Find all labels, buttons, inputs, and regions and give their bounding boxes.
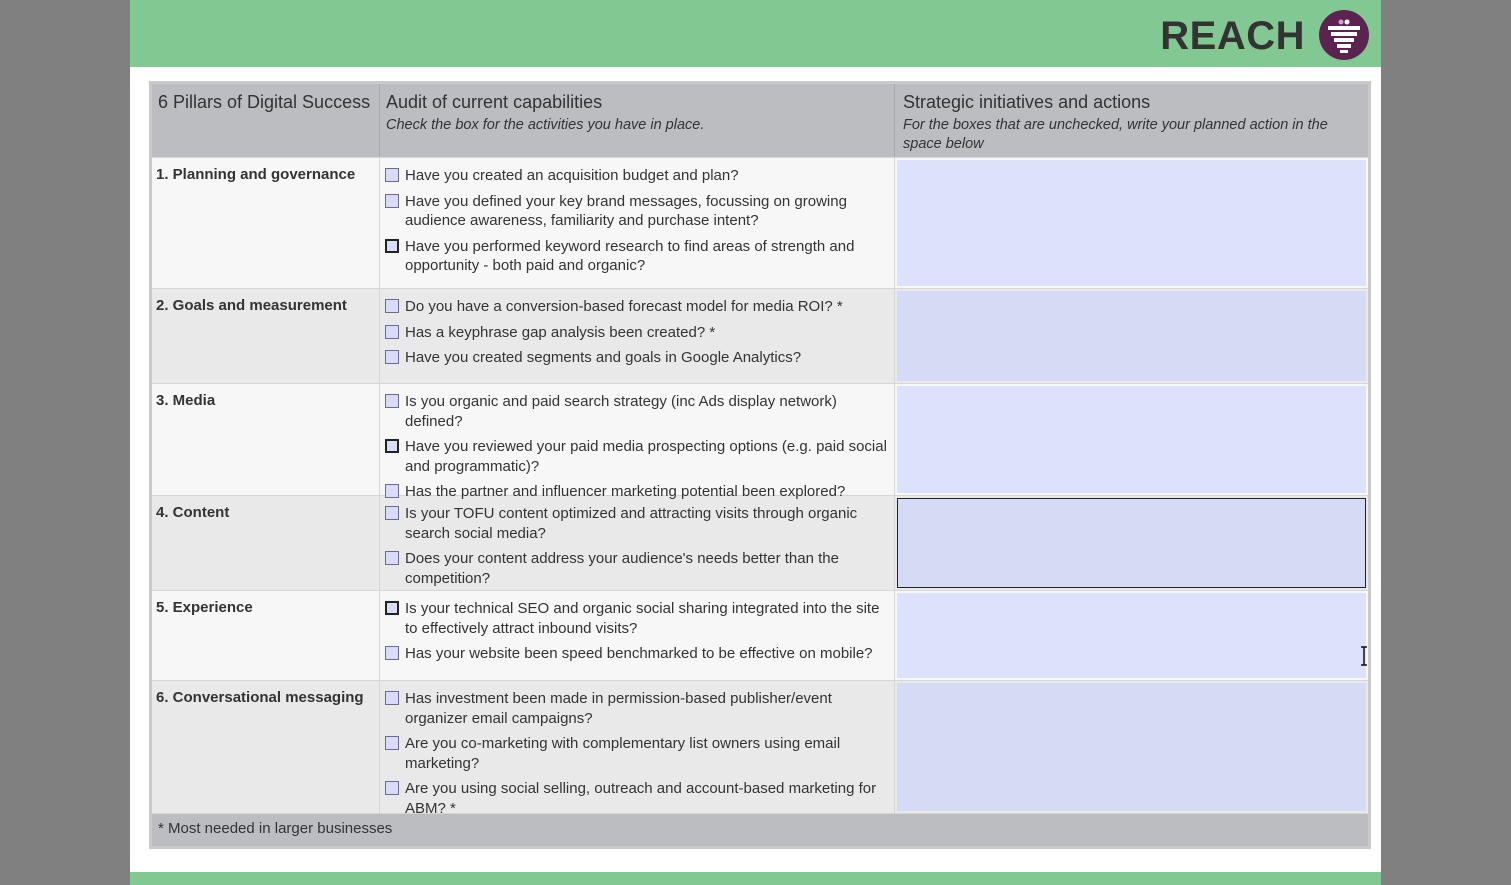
audit-checkbox[interactable] [385,646,399,660]
list-item: Has your website been speed benchmarked to be effective on mobile? [384,644,890,664]
list-item: Have you reviewed your paid media prospecting options (e.g. paid social and programmatic)? [384,437,890,476]
pillar-label: 3. Media [156,392,216,409]
audit-checkbox[interactable] [385,325,399,339]
action-text-field[interactable] [897,386,1366,493]
list-item: Does your content address your audience's needs better than the competition? [384,549,890,588]
list-item: Is your technical SEO and organic social sharing integrated into the site to effectively attract inbound visits? [384,599,890,638]
audit-checkbox[interactable] [385,194,399,208]
audit-checkbox[interactable] [385,350,399,364]
pillar-label: 6. Conversational messaging [156,689,364,706]
audit-checkbox[interactable] [385,299,399,313]
pillar-label: 1. Planning and governance [156,166,356,183]
list-item: Do you have a conversion-based forecast model for media ROI? * [384,297,890,317]
audit-checkbox[interactable] [385,691,399,705]
audit-checkbox[interactable] [385,168,399,182]
table-header-row [152,84,1368,158]
col-pillars-title: 6 Pillars of Digital Success [158,92,371,112]
audit-checkbox[interactable] [385,551,399,565]
list-item: Is your TOFU content optimized and attracting visits through organic search social media? [384,504,890,543]
action-text-field[interactable] [897,498,1366,588]
col-audit-title: Audit of current capabilities [386,92,603,112]
footnote: * Most needed in larger businesses [152,814,1368,846]
pillar-label: 5. Experience [156,599,253,616]
audit-checkbox[interactable] [385,394,399,408]
audit-checkbox[interactable] [385,439,399,453]
col-audit-subtitle: Check the box for the activities you have in place. [386,117,705,133]
audit-table [149,81,1371,849]
table-row [152,289,1368,384]
list-item: Is you organic and paid search strategy (inc Ads display network) defined? [384,392,890,431]
action-text-field[interactable] [897,683,1366,811]
list-item: Are you co-marketing with complementary list owners using email marketing? [384,734,890,773]
brand-title: REACH [1160,14,1305,58]
footer-bar [130,872,1381,885]
table-row [152,496,1368,591]
table-row [152,681,1368,817]
audit-checkbox[interactable] [385,781,399,795]
list-item: Have you defined your key brand messages, focussing on growing audience awareness, familiarity and purchase intent? [384,192,890,231]
list-item: Are you using social selling, outreach and account-based marketing for ABM? * [384,779,890,818]
reach-funnel-logo-icon [1319,10,1369,60]
audit-checkbox[interactable] [385,239,399,253]
action-text-field[interactable] [897,593,1366,678]
text-cursor-icon [1359,646,1369,666]
col-actions-title: Strategic initiatives and actions [903,92,1151,112]
list-item: Have you created an acquisition budget and plan? [384,166,890,186]
header-bar [130,0,1381,67]
list-item: Have you performed keyword research to find areas of strength and opportunity - both paid and organic? [384,237,890,276]
table-row [152,591,1368,681]
audit-checkbox[interactable] [385,736,399,750]
audit-checkbox[interactable] [385,506,399,520]
audit-checkbox[interactable] [385,601,399,615]
table-row [152,384,1368,500]
action-text-field[interactable] [897,291,1366,381]
list-item: Has the partner and influencer marketing potential been explored? [384,482,890,502]
action-text-field[interactable] [897,160,1366,286]
pillar-label: 2. Goals and measurement [156,297,347,314]
list-item: Have you created segments and goals in Google Analytics? [384,348,890,368]
col-actions-subtitle: For the boxes that are unchecked, write your planned action in the space below [903,117,1328,152]
pillar-label: 4. Content [156,504,230,521]
form-page [130,0,1381,885]
table-row [152,158,1368,289]
list-item: Has investment been made in permission-based publisher/event organizer email campaigns? [384,689,890,728]
list-item: Has a keyphrase gap analysis been created? * [384,323,890,343]
